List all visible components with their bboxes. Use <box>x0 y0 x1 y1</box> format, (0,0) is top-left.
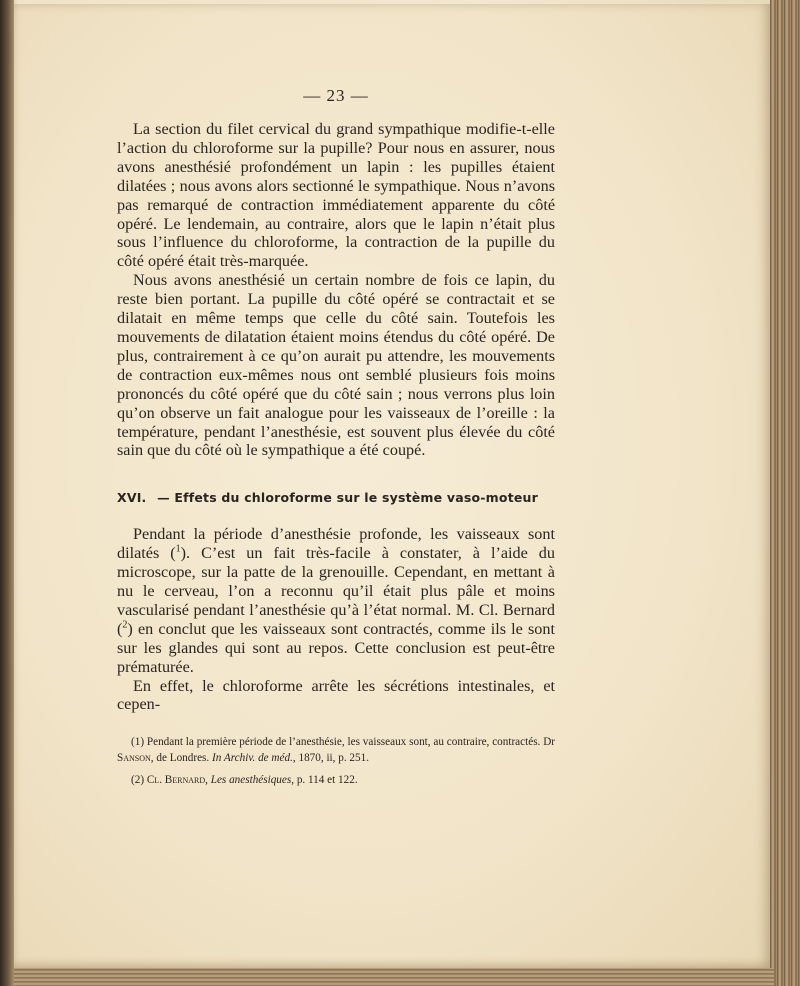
footnote-1-author: Sanson <box>117 752 151 765</box>
footnote-1-ref: , 1870, ii, p. 251. <box>292 752 370 765</box>
footnote-2-author: Cl. Bernard <box>146 774 206 787</box>
paragraph-2: Nous avons anesthésié un certain nombre de fois ce lapin, du reste bien portant. La pupille du côté opéré se contractait et se dilatait en même temps que celle du côté sain. Toutefois les mouvements de dilatation étaient moins étendus du côté opéré. De plus, contrairement à ce qu’on aurait pu attendre, les mouvements de contraction eux-mêmes nous ont semblé plusieurs fois moins prononcés du côté opéré que du côté sain ; nous verrons plus loin qu’on observe un fait analogue pour les vaisseaux de l’oreille : la température, pendant l’anesthésie, est souvent plus élevée du côté sain que du côté où le sympathique a été coupé. <box>117 271 555 460</box>
page-bottom-edges <box>14 968 774 986</box>
paragraph-3-part-b: ). C’est un fait très-facile à constater, à l’aide du microscope, sur la patte de la grenouille. Cependant, en mettant à nu le cerveau, l’on a reconnu qu’il était plus pâle et moins vascularisé pendant l’anesthésie qu’à l’état normal. M. Cl. Bernard ( <box>117 544 555 638</box>
footnote-1-author-prefix: Dr <box>543 736 555 749</box>
paragraph-4: En effet, le chloroforme arrête les sécrétions intestinales, et cepen- <box>117 676 555 714</box>
section-dash: — <box>157 490 170 506</box>
footnote-1-journal: In Archiv. de méd. <box>212 752 293 765</box>
footnote-2-marker: (2) <box>131 774 145 787</box>
section-heading <box>117 490 555 505</box>
paragraph-3 <box>117 525 555 676</box>
paragraph-3-part-c: ) en conclut que les vaisseaux sont contractés, comme ils le sont sur les glandes qui sont au repos. Cette conclusion est peut-être prématurée. <box>117 619 555 676</box>
footnote-ref-2: 2 <box>122 619 128 631</box>
footnote-ref-1: 1 <box>175 543 181 555</box>
paragraph-1: La section du filet cervical du grand sympathique modifie-t-elle l’action du chloroforme sur la pupille? Pour nous en assurer, nous avons anesthésié profondément un lapin : les pupilles étaient dilatées ; nous avons alors sectionné le sympathique. Nous n’avons pas remarqué de contraction immédiatement apparente du côté opéré. Le lendemain, au contraire, alors que le lapin n’était plus sous l’influence du chloroforme, la contraction de la pupille du côté opéré était très-marquée. <box>117 120 555 271</box>
footnote-1-place: , de Londres. <box>150 752 210 765</box>
footnotes <box>117 734 555 788</box>
section-title: Effets du chloroforme sur le système vaso-moteur <box>174 490 539 506</box>
footnote-1-text: Pendant la première période de l’anesthésie, les vaisseaux sont, au contraire, contractés. <box>146 736 541 749</box>
page-number: — 23 — <box>303 86 369 105</box>
footnote-2-work: Les anesthésiques <box>210 774 292 787</box>
book-gutter <box>0 0 14 986</box>
footnote-1 <box>117 734 555 766</box>
footnote-2: (2) Cl. Bernard, Les anesthésiques, p. 114 et 122. <box>131 774 358 787</box>
page-text-block <box>117 86 555 794</box>
footnote-2-ref: , p. 114 et 122. <box>291 774 358 787</box>
paragraph-3-part-a: Pendant la période d’anesthésie profonde, les vaisseaux sont dilatés ( <box>117 525 555 563</box>
page-fore-edges <box>770 0 800 986</box>
section-number: XVI. <box>117 490 147 506</box>
footnote-1-marker: (1) <box>131 736 145 749</box>
